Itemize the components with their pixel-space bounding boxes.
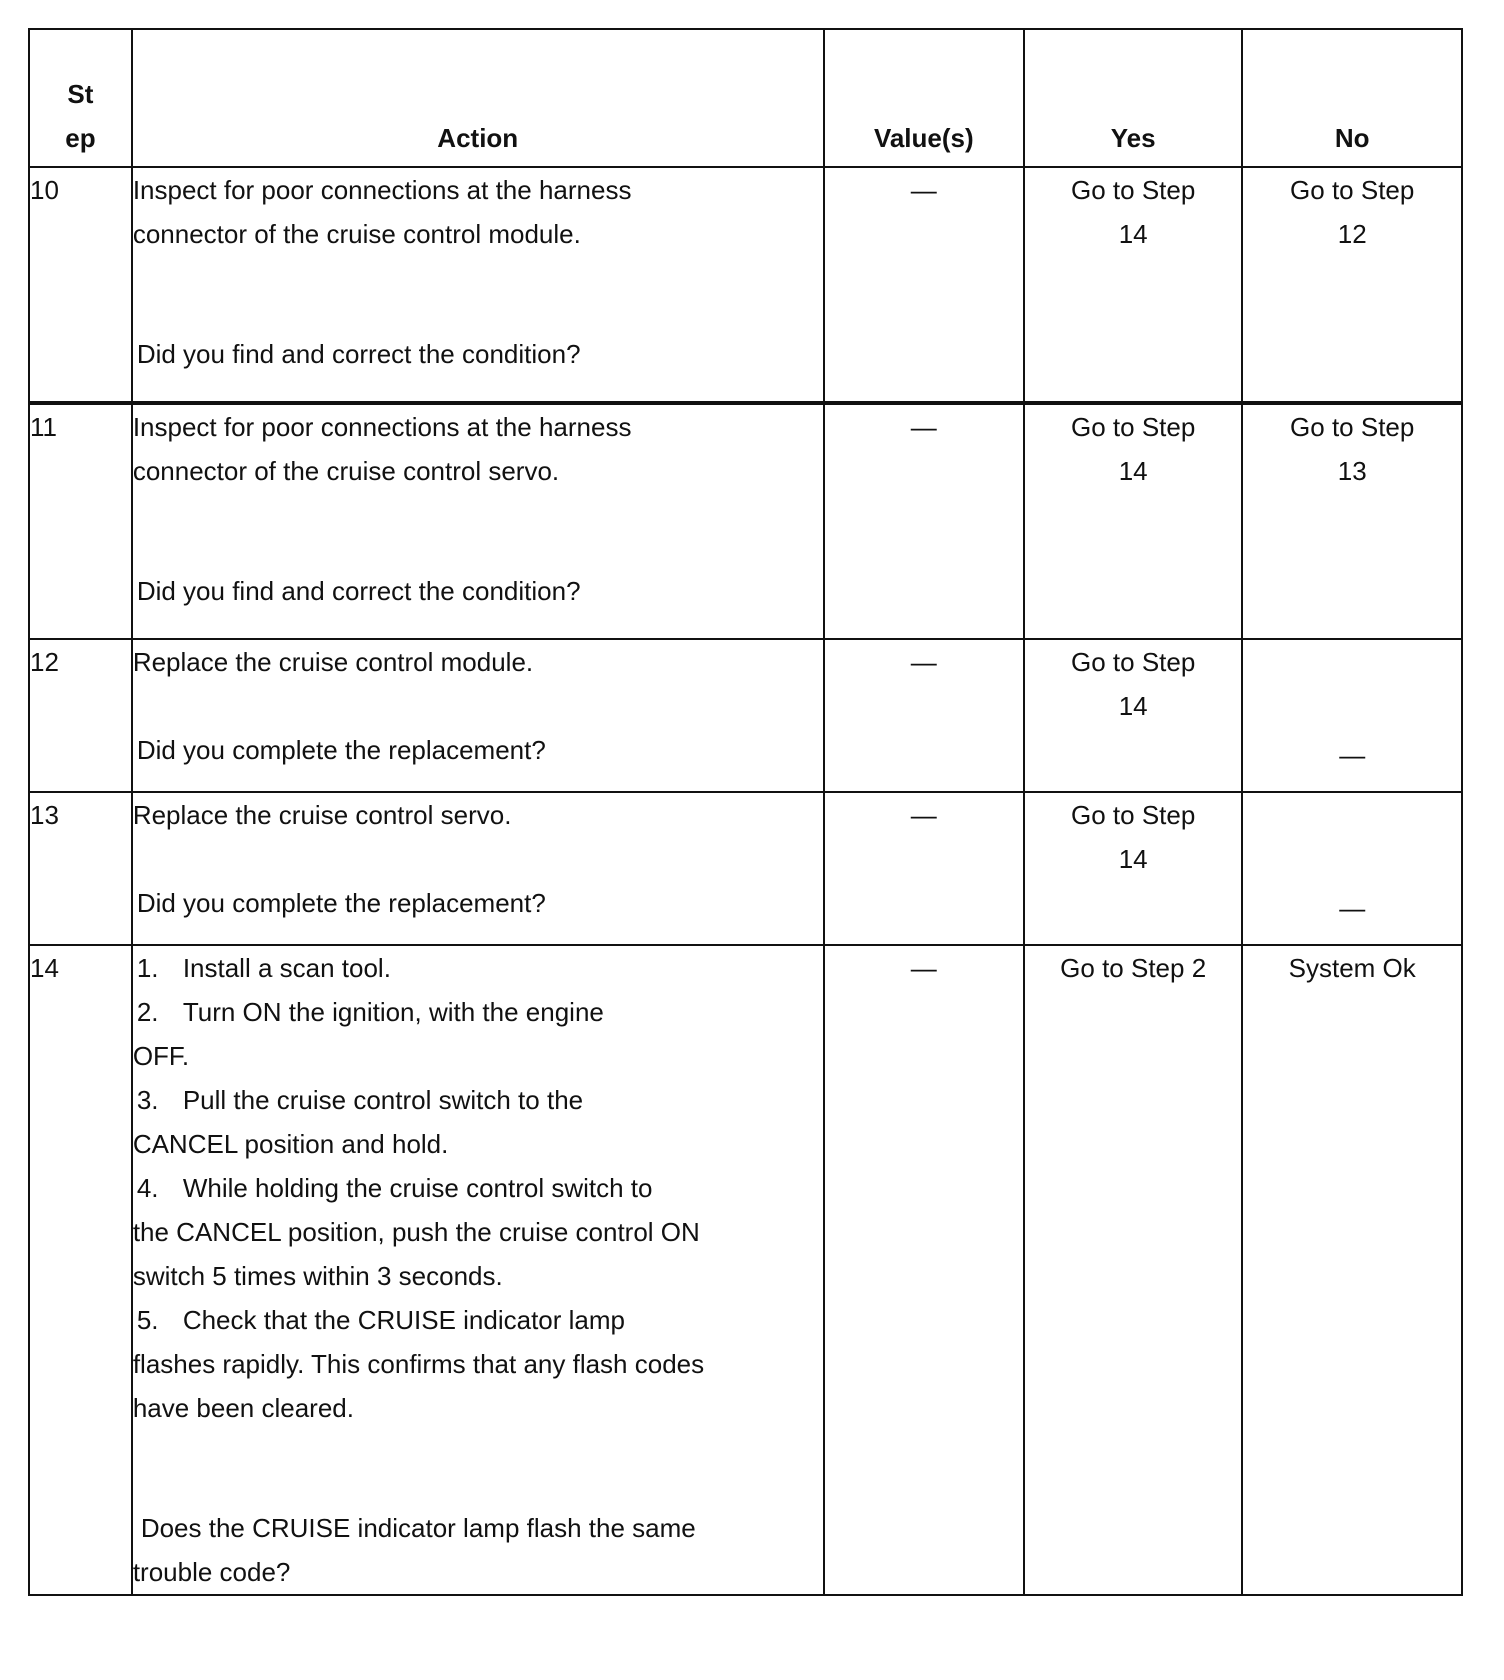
yes-cell [1024, 639, 1242, 792]
list-item-continuation: OFF. [132, 1041, 190, 1071]
action-cell [132, 167, 824, 403]
no-cell [1242, 167, 1462, 403]
list-item-number: 4. [136, 1173, 159, 1203]
step-number: 11 [29, 403, 132, 639]
list-item-continuation: the CANCEL position, push the cruise control ON [132, 1217, 700, 1247]
list-item-number: 2. [136, 997, 159, 1027]
no-cell: — [1242, 639, 1462, 792]
table-row-step-10 [29, 167, 1462, 403]
action-question: Does the CRUISE indicator lamp flash the same [140, 1513, 696, 1543]
list-item [133, 990, 823, 1034]
yes-cell [1024, 403, 1242, 639]
action-line: connector of the cruise control servo. [132, 456, 560, 486]
yes-goto-label: Go to Step [1071, 647, 1196, 677]
list-item-continuation: CANCEL position and hold. [132, 1129, 449, 1159]
action-line: connector of the cruise control module. [132, 219, 581, 249]
action-question-continuation: trouble code? [132, 1557, 291, 1587]
list-item-continuation: flashes rapidly. This confirms that any flash codes [132, 1349, 705, 1379]
table-row-step-11 [29, 403, 1462, 639]
action-line: Replace the cruise control module. [132, 647, 534, 677]
header-values: Value(s) [824, 29, 1024, 167]
yes-goto-label: Go to Step [1071, 412, 1196, 442]
action-line: Inspect for poor connections at the harness [132, 412, 632, 442]
value-cell: — [824, 792, 1024, 945]
diagnostic-table-sheet [28, 28, 1463, 1596]
action-line: Replace the cruise control servo. [132, 800, 512, 830]
header-yes: Yes [1024, 29, 1242, 167]
list-item [133, 1298, 823, 1342]
no-cell: — [1242, 792, 1462, 945]
step-number: 14 [29, 945, 132, 1595]
header-step-line-1: St [67, 79, 94, 109]
yes-goto-label: Go to Step [1071, 175, 1196, 205]
action-cell [132, 639, 824, 792]
list-item [133, 1166, 823, 1210]
header-action: Action [132, 29, 824, 167]
list-item-text: Install a scan tool. [182, 953, 391, 983]
action-question: Did you complete the replacement? [136, 888, 546, 918]
diagnostic-table [28, 28, 1463, 1596]
yes-goto-step: 14 [1118, 691, 1148, 721]
list-item-text: Turn ON the ignition, with the engine [182, 997, 604, 1027]
yes-goto-label: Go to Step [1071, 800, 1196, 830]
action-cell [132, 403, 824, 639]
list-item [133, 946, 823, 990]
list-item-number: 5. [136, 1305, 159, 1335]
yes-goto-step: 14 [1118, 219, 1148, 249]
yes-goto-step: 14 [1118, 844, 1148, 874]
step-number: 10 [29, 167, 132, 403]
list-item [133, 1078, 823, 1122]
action-question: Did you find and correct the condition? [136, 576, 581, 606]
header-step [29, 29, 132, 167]
header-step-line-2: ep [65, 123, 96, 153]
list-item-number: 3. [136, 1085, 159, 1115]
table-row-step-13 [29, 792, 1462, 945]
list-item-text: Pull the cruise control switch to the [182, 1085, 584, 1115]
action-cell [132, 945, 824, 1595]
step-number: 13 [29, 792, 132, 945]
list-item-text: Check that the CRUISE indicator lamp [182, 1305, 626, 1335]
no-cell: System Ok [1242, 945, 1462, 1595]
list-item-text: While holding the cruise control switch to [182, 1173, 653, 1203]
no-goto-label: Go to Step [1290, 175, 1415, 205]
table-row-step-14 [29, 945, 1462, 1595]
yes-cell [1024, 792, 1242, 945]
header-no: No [1242, 29, 1462, 167]
step-number: 12 [29, 639, 132, 792]
value-cell: — [824, 167, 1024, 403]
value-cell: — [824, 945, 1024, 1595]
yes-cell: Go to Step 2 [1024, 945, 1242, 1595]
action-cell [132, 792, 824, 945]
action-line: Inspect for poor connections at the harness [132, 175, 632, 205]
list-item-continuation: switch 5 times within 3 seconds. [132, 1261, 503, 1291]
no-cell [1242, 403, 1462, 639]
value-cell: — [824, 403, 1024, 639]
table-row-step-12 [29, 639, 1462, 792]
yes-cell [1024, 167, 1242, 403]
action-question: Did you complete the replacement? [136, 735, 546, 765]
header-row [29, 29, 1462, 167]
no-goto-step: 12 [1337, 219, 1367, 249]
no-goto-label: Go to Step [1290, 412, 1415, 442]
list-item-number: 1. [136, 953, 159, 983]
list-item-continuation: have been cleared. [132, 1393, 354, 1423]
no-goto-step: 13 [1337, 456, 1367, 486]
yes-goto-step: 14 [1118, 456, 1148, 486]
value-cell: — [824, 639, 1024, 792]
action-question: Did you find and correct the condition? [136, 339, 581, 369]
